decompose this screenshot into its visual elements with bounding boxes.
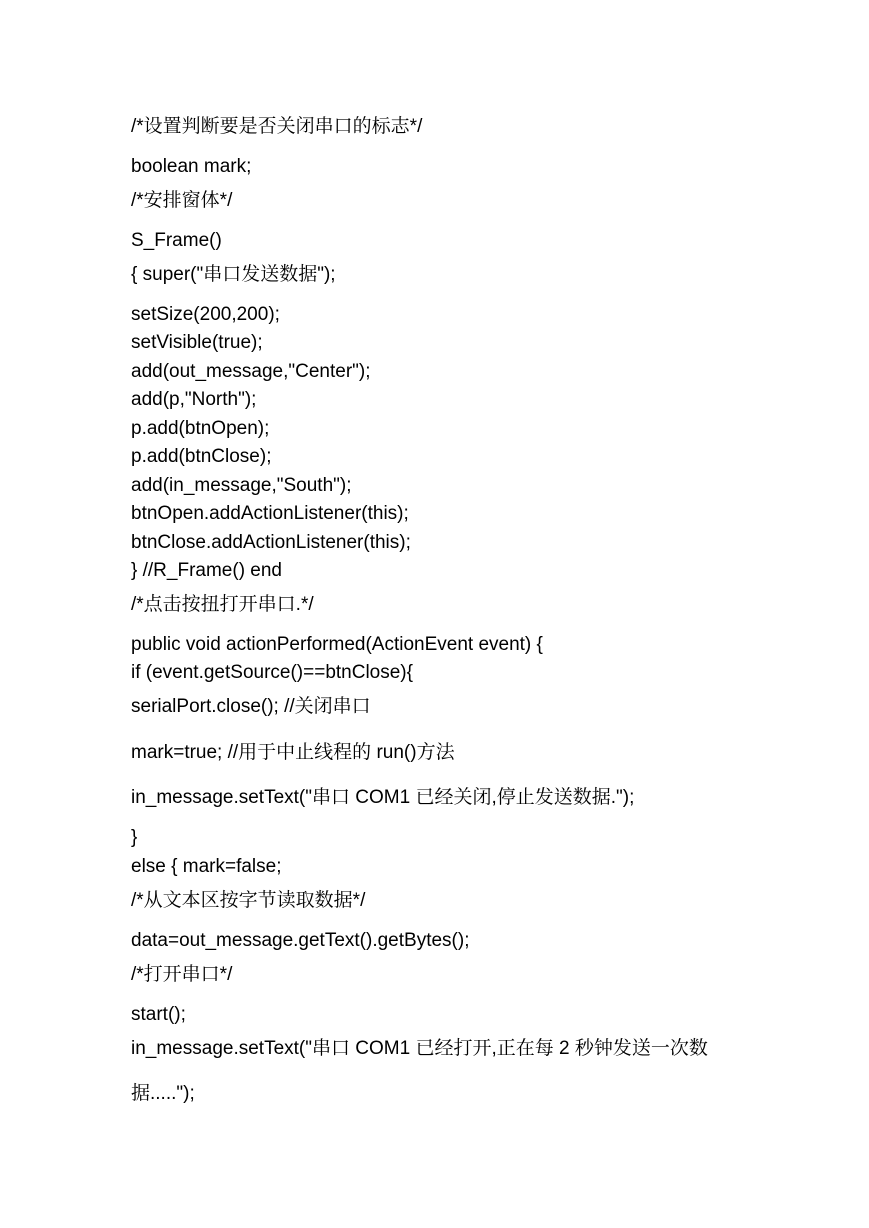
code-line: setVisible(true); [131,332,263,353]
code-line: } //R_Frame() end [131,560,282,581]
code-line: data=out_message.getText().getBytes(); [131,930,470,951]
code-line: /*打开串口*/ [131,964,233,985]
code-line: in_message.setText("串口 COM1 已经关闭,停止发送数据."); [131,787,635,808]
code-line: S_Frame() [131,230,222,251]
code-line: p.add(btnOpen); [131,418,270,439]
code-line: mark=true; //用于中止线程的 run()方法 [131,742,455,763]
code-line: else { mark=false; [131,856,282,877]
code-line: /*点击按扭打开串口.*/ [131,594,314,615]
code-line: /*安排窗体*/ [131,190,233,211]
code-line: boolean mark; [131,156,252,177]
code-line: /*设置判断要是否关闭串口的标志*/ [131,116,423,137]
code-line: setSize(200,200); [131,304,280,325]
code-line: { super("串口发送数据"); [131,264,336,285]
code-line: public void actionPerformed(ActionEvent event) { [131,634,543,655]
code-line: add(p,"North"); [131,389,257,410]
code-line: btnOpen.addActionListener(this); [131,503,409,524]
code-line: p.add(btnClose); [131,446,272,467]
code-line: add(out_message,"Center"); [131,361,371,382]
code-line: start(); [131,1004,186,1025]
code-line: } [131,827,138,848]
code-line: if (event.getSource()==btnClose){ [131,662,413,683]
code-line: /*从文本区按字节读取数据*/ [131,890,366,911]
code-line: in_message.setText("串口 COM1 已经打开,正在每 2 秒钟发送一次数 [131,1038,708,1059]
code-line: btnClose.addActionListener(this); [131,532,411,553]
code-line: 据....."); [131,1083,195,1104]
code-line: serialPort.close(); //关闭串口 [131,696,371,717]
code-line: add(in_message,"South"); [131,475,352,496]
